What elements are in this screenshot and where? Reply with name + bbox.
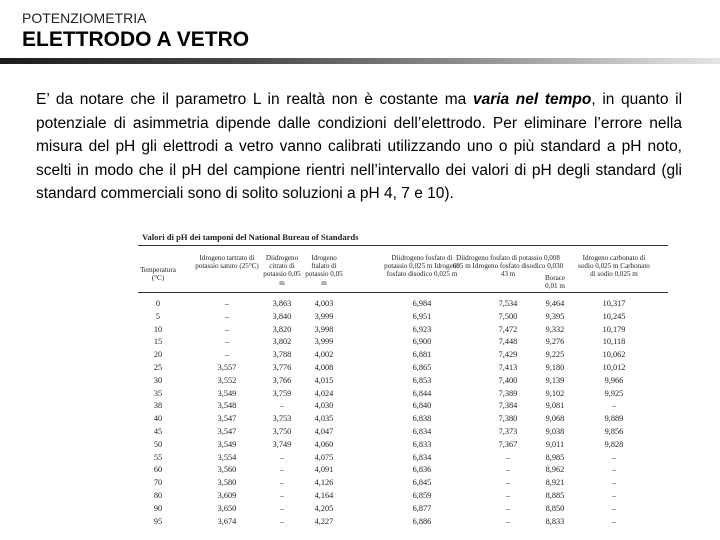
table-row <box>138 413 668 425</box>
table-row <box>138 324 668 336</box>
table-cell: 45 <box>153 427 163 436</box>
table-cell: 6,923 <box>412 324 432 334</box>
table-cell: – <box>279 478 285 488</box>
table-cell: 50 <box>153 439 163 449</box>
table-cell: – <box>505 516 511 526</box>
table-cell: 9,828 <box>604 439 624 449</box>
table-cell: 3,560 <box>217 465 237 475</box>
table-cell: 3,863 <box>272 299 292 308</box>
table-row <box>138 503 668 515</box>
column-header: Diidrogeno citrato di potassio 0,05 m <box>263 254 301 287</box>
table-cell: 9,011 <box>545 439 565 449</box>
table-cell: 6,836 <box>412 465 432 475</box>
table-cell: 15 <box>153 337 163 347</box>
table-cell: 6,900 <box>412 337 432 347</box>
table-cell: 8,962 <box>545 465 565 475</box>
table-cell: 7,389 <box>498 388 518 398</box>
table-cell: 4,003 <box>314 299 334 308</box>
table-cell: 7,472 <box>498 324 518 334</box>
table-cell: 6,877 <box>412 503 432 513</box>
table-cell: 6,844 <box>412 388 432 398</box>
table-cell: 6,845 <box>412 478 432 488</box>
table-cell: 6,984 <box>412 299 432 308</box>
table-cell: 4,075 <box>314 452 334 462</box>
table-cell: – <box>224 324 230 334</box>
table-row <box>138 336 668 348</box>
table-cell: 9,925 <box>604 388 624 398</box>
table-row <box>138 400 668 412</box>
table-cell: 9,180 <box>545 363 565 372</box>
table-cell: 7,373 <box>498 427 518 436</box>
table-cell: 6,838 <box>412 414 432 424</box>
column-header: Idrogeno tartrato di potassio saturo (25°C) <box>195 254 259 271</box>
table-cell: 0 <box>155 299 161 308</box>
table-cell: – <box>611 503 617 513</box>
table-cell: – <box>505 503 511 513</box>
table-cell: – <box>279 503 285 513</box>
paragraph-emphasis: varia nel tempo <box>472 91 592 108</box>
ph-buffer-table <box>138 232 668 532</box>
table-row <box>138 452 668 464</box>
table-cell: 40 <box>153 414 163 424</box>
table-cell: 4,126 <box>314 478 334 488</box>
table-cell: 95 <box>153 516 163 526</box>
table-cell: – <box>279 465 285 475</box>
table-cell: 6,951 <box>412 311 432 321</box>
table-cell: 3,674 <box>217 516 237 526</box>
table-cell: 4,035 <box>314 414 334 424</box>
table-cell: 9,139 <box>545 375 565 385</box>
table-cell: 6,881 <box>412 350 432 360</box>
table-cell: 4,015 <box>314 375 334 385</box>
table-cell: – <box>611 465 617 475</box>
table-cell: 9,395 <box>545 311 565 321</box>
table-cell: 3,549 <box>217 439 237 449</box>
table-cell: 9,856 <box>604 427 624 436</box>
table-cell: 3,554 <box>217 452 237 462</box>
table-cell: – <box>611 401 617 411</box>
table-top-rule <box>138 245 668 246</box>
table-cell: – <box>505 465 511 475</box>
table-cell: 3,776 <box>272 363 292 372</box>
table-cell: 4,047 <box>314 427 334 436</box>
table-cell: 3,547 <box>217 427 237 436</box>
table-cell: 3,549 <box>217 388 237 398</box>
column-header: Temperatura (°C) <box>140 266 176 283</box>
table-row <box>138 349 668 361</box>
table-cell: – <box>611 491 617 500</box>
table-cell: 6,865 <box>412 363 432 372</box>
table-cell: 4,164 <box>314 491 334 500</box>
table-cell: 10,179 <box>602 324 626 334</box>
table-cell: 30 <box>153 375 163 385</box>
table-cell: 3,580 <box>217 478 237 488</box>
column-header: Idrogeno carbonato di sodio 0,025 m Carbonato di sodio 0,025 m <box>578 254 650 279</box>
paragraph-text-1: E’ da notare che il parametro L in realtà non è costante ma <box>36 91 473 108</box>
table-caption: Valori di pH dei tamponi del National Bureau of Standards <box>142 232 359 242</box>
table-cell: 7,413 <box>498 363 518 372</box>
table-cell: 6,834 <box>412 427 432 436</box>
paragraph-text-2: , in quanto il potenziale di asimmetria dipende dalle condizioni dell’elettrodo. Per eliminare l’errore nella misura del pH gli elettrodi a vetro vanno calibrati utilizzando uno o più standard a pH noto, scelti in modo che il pH del campione rientri nell’intervallo dei valori di pH degli standard (gli standard commerciali sono di solito soluzioni a pH 4, 7 e 10). <box>36 91 683 202</box>
table-cell: 10,062 <box>602 350 626 360</box>
table-cell: 20 <box>153 350 163 360</box>
table-cell: 6,833 <box>412 439 432 449</box>
table-cell: 7,384 <box>498 401 518 411</box>
table-cell: 4,024 <box>314 388 334 398</box>
table-row <box>138 477 668 489</box>
slide-title: ELETTRODO A VETRO <box>22 28 250 51</box>
table-cell: 38 <box>153 401 163 411</box>
table-cell: – <box>279 516 285 526</box>
table-cell: 9,225 <box>545 350 565 360</box>
body-paragraph <box>36 88 682 206</box>
table-cell: 8,833 <box>545 516 565 526</box>
table-cell: – <box>611 478 617 488</box>
column-header: Diidrogeno fosfato di potassio 0,025 m Idrogeno fosfato disodico 0,025 m <box>384 254 460 279</box>
table-cell: 8,850 <box>545 503 565 513</box>
table-cell: – <box>224 350 230 360</box>
table-cell: 3,650 <box>217 503 237 513</box>
section-subtitle: POTENZIOMETRIA <box>22 10 147 26</box>
table-cell: 3,552 <box>217 375 237 385</box>
table-cell: 3,999 <box>314 337 334 347</box>
table-cell: 7,380 <box>498 414 518 424</box>
table-cell: 35 <box>153 388 163 398</box>
table-cell: 3,766 <box>272 375 292 385</box>
column-header: Borace 0,01 m <box>544 274 566 291</box>
table-cell: 4,060 <box>314 439 334 449</box>
table-cell: 3,547 <box>217 414 237 424</box>
table-cell: 9,081 <box>545 401 565 411</box>
table-cell: – <box>611 452 617 462</box>
table-cell: 4,030 <box>314 401 334 411</box>
table-cell: 90 <box>153 503 163 513</box>
table-cell: 3,820 <box>272 324 292 334</box>
table-cell: 80 <box>153 491 163 500</box>
table-cell: 9,332 <box>545 324 565 334</box>
table-cell: 9,966 <box>604 375 624 385</box>
table-cell: 10,012 <box>602 363 626 372</box>
table-row <box>138 464 668 476</box>
table-cell: 6,859 <box>412 491 432 500</box>
table-cell: 10 <box>153 324 163 334</box>
table-cell: 5 <box>155 311 161 321</box>
table-cell: 7,534 <box>498 299 518 308</box>
table-cell: 3,802 <box>272 337 292 347</box>
table-row <box>138 375 668 387</box>
table-cell: 25 <box>153 363 163 372</box>
table-cell: – <box>279 401 285 411</box>
table-cell: 8,885 <box>545 491 565 500</box>
table-cell: 9,068 <box>545 414 565 424</box>
table-cell: 6,834 <box>412 452 432 462</box>
table-cell: – <box>279 491 285 500</box>
column-header: Diidrogeno fosfato di potassio 0,008 695 m Idrogeno fosfato disodico 0,030 43 m <box>452 254 564 279</box>
column-header: Idrogeno ftalato di potassio 0,05 m <box>305 254 343 287</box>
table-cell: 9,038 <box>545 427 565 436</box>
table-cell: 3,609 <box>217 491 237 500</box>
table-cell: – <box>224 311 230 321</box>
table-cell: – <box>611 516 617 526</box>
table-cell: 3,749 <box>272 439 292 449</box>
title-divider <box>0 58 720 64</box>
table-cell: 4,205 <box>314 503 334 513</box>
table-row <box>138 298 668 310</box>
table-cell: – <box>224 299 230 308</box>
table-cell: 9,102 <box>545 388 565 398</box>
table-row <box>138 516 668 528</box>
table-cell: 4,008 <box>314 363 334 372</box>
table-cell: 6,853 <box>412 375 432 385</box>
table-cell: 3,788 <box>272 350 292 360</box>
table-cell: 3,753 <box>272 414 292 424</box>
table-row <box>138 426 668 438</box>
table-cell: 10,317 <box>602 299 626 308</box>
table-cell: 6,886 <box>412 516 432 526</box>
table-cell: – <box>505 478 511 488</box>
table-cell: – <box>505 452 511 462</box>
table-cell: – <box>279 452 285 462</box>
table-cell: 4,227 <box>314 516 334 526</box>
table-cell: 60 <box>153 465 163 475</box>
table-cell: 3,548 <box>217 401 237 411</box>
table-cell: – <box>224 337 230 347</box>
table-cell: 7,400 <box>498 375 518 385</box>
table-cell: 7,429 <box>498 350 518 360</box>
table-header-rule <box>138 292 668 293</box>
table-cell: 9,889 <box>604 414 624 424</box>
table-cell: 70 <box>153 478 163 488</box>
table-cell: 3,759 <box>272 388 292 398</box>
table-cell: 8,985 <box>545 452 565 462</box>
table-cell: 9,276 <box>545 337 565 347</box>
table-row <box>138 311 668 323</box>
table-cell: 7,367 <box>498 439 518 449</box>
table-cell: 3,998 <box>314 324 334 334</box>
table-cell: 3,750 <box>272 427 292 436</box>
table-cell: 7,448 <box>498 337 518 347</box>
table-cell: 6,840 <box>412 401 432 411</box>
table-cell: 10,245 <box>602 311 626 321</box>
table-cell: 10,118 <box>602 337 626 347</box>
table-row <box>138 439 668 451</box>
table-cell: 3,840 <box>272 311 292 321</box>
table-row <box>138 388 668 400</box>
table-row <box>138 490 668 502</box>
table-cell: 9,464 <box>545 299 565 308</box>
table-cell: 7,500 <box>498 311 518 321</box>
table-row <box>138 362 668 374</box>
table-cell: 8,921 <box>545 478 565 488</box>
table-cell: – <box>505 491 511 500</box>
table-cell: 3,999 <box>314 311 334 321</box>
table-cell: 4,002 <box>314 350 334 360</box>
table-cell: 4,091 <box>314 465 334 475</box>
table-cell: 55 <box>153 452 163 462</box>
table-cell: 3,557 <box>217 363 237 372</box>
